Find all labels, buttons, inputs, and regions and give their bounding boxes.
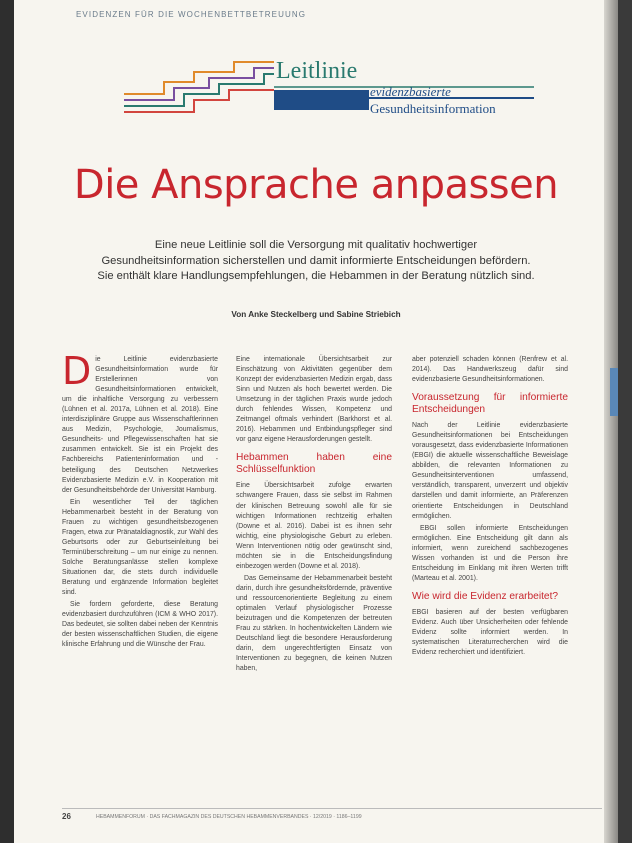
paragraph: Eine internationale Übersichtsarbeit zur Einschätzung von Aktivitäten gegenüber dem Konzept der evidenzbasierten Medizin ergab, dass Sinn und Nutzen als hoch bewertet werden. Die Umsetzung in der täglichen Praxis wurde jedoch durch fehlendes Wissen, Kompetenz und Zeitmangel oftmals verhindert (Barkhorst et al. 2016). Hebammen und Entbindungspfleger sind vor ganz eigene Herausforderungen gestellt. bbox=[236, 356, 392, 444]
section-label: EVIDENZEN FÜR DIE WOCHENBETTBETREUUNG bbox=[76, 10, 307, 19]
page-edge-tab-marker bbox=[610, 368, 618, 416]
article-authors: Von Anke Steckelberg und Sabine Striebich bbox=[231, 310, 401, 319]
logo-subtitle-line2: Gesundheitsinformation bbox=[370, 101, 496, 116]
paragraph: EBGI basieren auf der besten verfügbaren Evidenz. Auch über Unsicherheiten oder fehlende Evidenz sollte informiert werden. In systematischen Literaturrecherchen wird die Evidenz recherchiert und identifiziert. bbox=[412, 608, 568, 657]
logo-title: Leitlinie bbox=[276, 58, 358, 84]
article-headline: Die Ansprache anpassen bbox=[73, 162, 559, 208]
logo-subtitle-line1: evidenzbasierte bbox=[370, 84, 451, 99]
paragraph: Nach der Leitlinie evidenzbasierte Gesundheitsinformationen bei Entscheidungen vorausgesetzt, dass evidenzbasierte Informationen (EBGI) die aktuelle wissenschaftliche Beweislage abbilden, die relevanten Informationen zu Gesundheitsinterventionen umfassend, verständlich, transparent, unverzerrt und objektiv darstellen und damit informierte, an Präferenzen orientierte Entscheidungen in Deutschland ermöglichen. bbox=[412, 422, 568, 520]
paragraph: ie Leitlinie evidenzbasierte Gesundheitsinformation wurde für Erstellerinnen von Gesundheitsinformationen entwickelt, um die inhaltliche Versorgung zu verbessern (Lühnen et al. 2017a, Lühnen et al. 2018). Eine interdisziplinäre Gruppe aus Wissenschaftlerinnen aus Medizin, Psychologie, Journalismus, Gesundheits- und Pflegewissenschaften hat sie zusammen entwickelt. Sie ist ein Projekt des Fachbereichs Patienteninformation und -beteiligung des Deutschen Netzwerkes Evidenzbasierte Medizin e.V. in Kooperation mit der Gesundheitsbehörde der Universität Hamburg. bbox=[62, 356, 218, 494]
magazine-page bbox=[14, 0, 618, 843]
article-lead: Eine neue Leitlinie soll die Versorgung mit qualitativ hochwertiger Gesundheitsinformation sicherstellen und damit informierte Entscheidungen befördern. Sie enthält klare Handlungsempfehlungen, die Hebammen in der Beratung nützlich sind. bbox=[97, 239, 535, 282]
paragraph: Sie fordern geforderte, diese Beratung evidenzbasiert durchzuführen (ICM & WHO 2017). Das bedeutet, sie sollten dabei neben der Kenntnis der besten wissenschaftlichen Studien, die eigene klinische Erfahrung und die Wünsche der Frau. bbox=[62, 601, 218, 649]
paragraph: Eine Übersichtsarbeit zufolge erwarten schwangere Frauen, dass sie selbst im Rahmen der klinischen Betreuung sowohl alle für sie wichtigen Informationen rechtzeitig erhalten (Downe et al. 2016). Dabei ist es ihnen sehr wichtig, eine physiologische Geburt zu erleben. Wenn Interventionen nötig oder gewünscht sind, möchten sie in die Entscheidungsfindung einbezogen werden (Downe et al. 2018). bbox=[236, 482, 392, 570]
footer-divider bbox=[62, 808, 602, 809]
body-column-2 bbox=[236, 355, 392, 676]
page-number: 26 bbox=[62, 812, 71, 821]
page-edge-shadow bbox=[0, 0, 14, 843]
footer-credit: HEBAMMENFORUM · DAS FACHMAGAZIN DES DEUTSCHEN HEBAMMENVERBANDES · 12/2019 · 1186–1199 bbox=[96, 814, 362, 820]
paragraph: EBGI sollen informierte Entscheidungen ermöglichen. Eine Entscheidung gilt dann als informiert, wenn zureichend sachbezogenes Wissen vorhanden ist und die Person ihre Entscheidung im Einklang mit ihren Werten trifft (Marteau et al. 2001). bbox=[412, 524, 568, 582]
drop-cap: D bbox=[62, 349, 92, 393]
body-column-3 bbox=[412, 355, 568, 660]
paragraph: Ein wesentlicher Teil der täglichen Hebammenarbeit besteht in der Beratung von Frauen zu wichtigen gesundheitsbezogenen Fragen, etwa zur Pränataldiagnostik, zur Wahl des Geburtsorts oder zur Geburtseinleitung bei Terminüberschreitung – um nur einige zu nennen. Solche Beratungsanlässe stellen komplexe Situationen dar, die stets durch individuelle Beratung und ergänzende Information begleitet sind. bbox=[62, 498, 218, 597]
page-binding-gutter bbox=[604, 0, 618, 843]
subheading: Voraussetzung für informierte Entscheidungen bbox=[412, 392, 568, 416]
subheading: Wie wird die Evidenz erarbeitet? bbox=[412, 590, 559, 602]
subheading: Hebammen haben eine Schlüsselfunktion bbox=[236, 452, 392, 476]
paragraph: aber potenziell schaden können (Renfrew et al. 2014). Das Handwerkszeug dafür sind evidenzbasierte Gesundheitsinformationen. bbox=[412, 356, 568, 384]
paragraph: Das Gemeinsame der Hebammenarbeit besteht darin, durch ihre gesundheitsfördernde, präventive und ressourcenorientierte Begleitung zu einem optimalen Verlauf physiologischer Prozesse beizutragen und die Kompetenzen der betreuten Frau zu stärken. In hochentwickelten Ländern wie Deutschland liegt die besondere Herausforderung darin, dem ungerechtfertigten Einsatz von Interventionen zu begegnen, die keinen Nutzen haben, bbox=[236, 574, 392, 673]
body-column-1 bbox=[62, 349, 218, 652]
